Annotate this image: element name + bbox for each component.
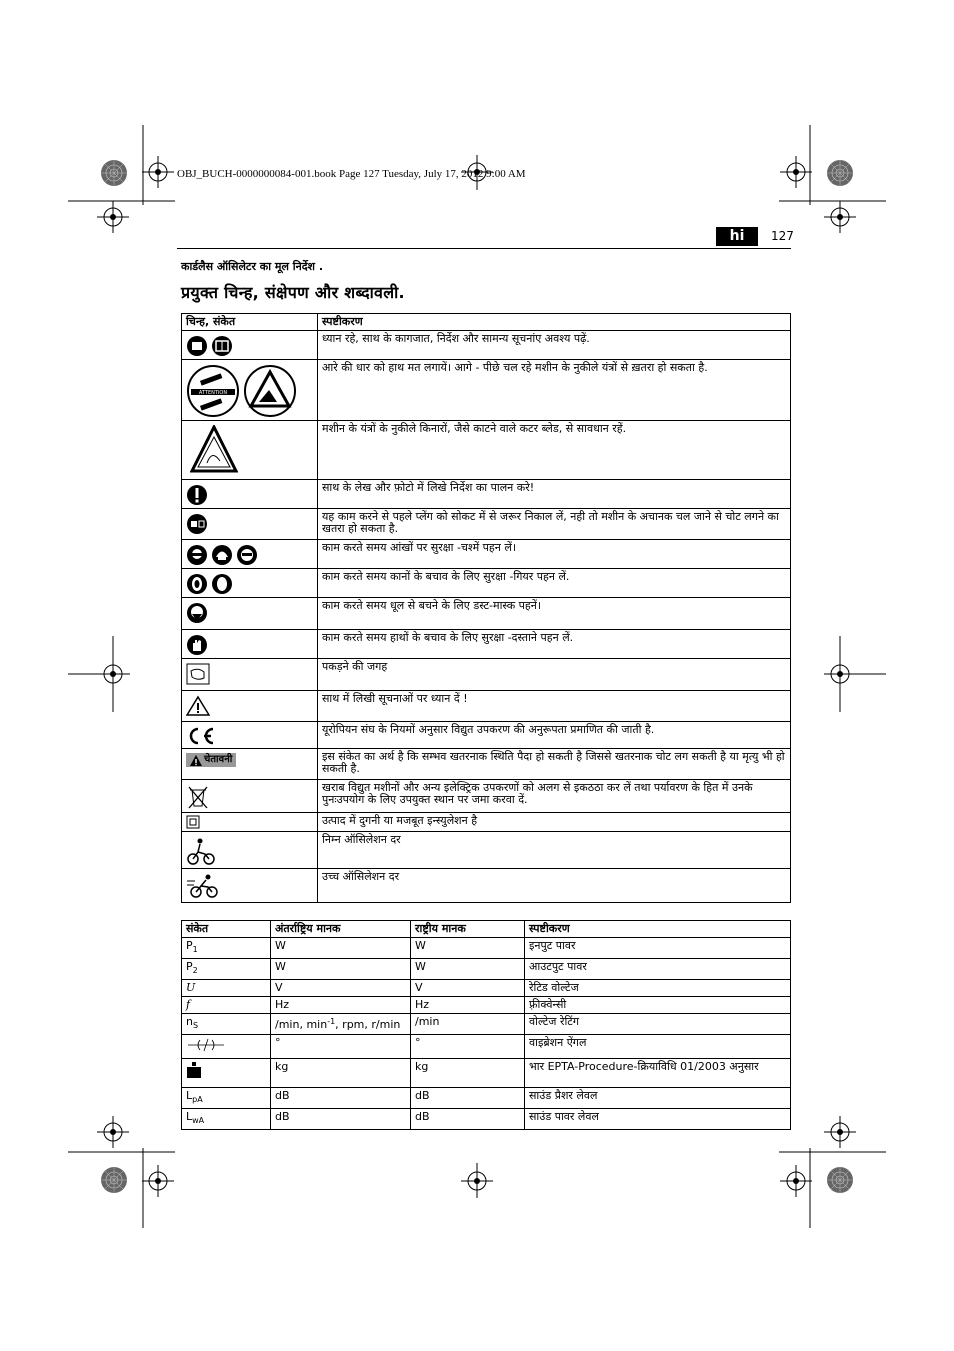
- desc-cell: साउंड प्रैशर लेवल: [525, 1088, 791, 1109]
- table-row: [182, 780, 791, 813]
- table-row: [182, 630, 791, 659]
- row-text: मशीन के यंत्रों के नुकीले किनारों, जैसे काटने वाले कटर ब्लेड, से सावधान रहें.: [318, 421, 791, 480]
- warning-triangle-icon: [190, 755, 202, 766]
- symbol-cell: f: [182, 997, 271, 1014]
- follow-instructions-icon: [186, 484, 208, 506]
- table-row: [182, 1109, 791, 1130]
- safety-helmet-icon: [211, 544, 233, 566]
- table-row: [182, 480, 791, 509]
- row-text: इस संकेत का अर्थ है कि सम्भव खतरनाक स्थिति पैदा हो सकती है जिससे खतरनाक चोट लग सकती है या मृत्यु भी हो सकती है.: [318, 749, 791, 780]
- table-row: [182, 1059, 791, 1088]
- gloves-icon: [186, 634, 208, 656]
- blade-attention-icon: [186, 364, 240, 418]
- table-row: [182, 749, 791, 780]
- intl-cell: /min, $\min^{-1}$, rpm, r/min: [271, 1014, 411, 1035]
- hearing-protection-icon: [211, 573, 233, 595]
- header-symbol: संकेत: [182, 921, 271, 938]
- header-international: अंतर्राष्ट्रिय मानक: [271, 921, 411, 938]
- symbol-cell: $n_S$: [182, 1014, 271, 1035]
- header-explanation: स्पष्टीकरण: [525, 921, 791, 938]
- nat-cell: Hz: [411, 997, 525, 1014]
- table-row: [182, 659, 791, 691]
- table-row: [182, 360, 791, 421]
- face-shield-icon: [236, 544, 258, 566]
- table-row: [182, 540, 791, 569]
- desc-cell: भार EPTA-Procedure-क्रियाविधि 01/2003 अनुसार: [525, 1059, 791, 1088]
- nat-cell: W: [411, 959, 525, 980]
- row-text: खराब विद्युत मशीनों और अन्य इलेक्ट्रिक उपकरणों को अलग से इकठठा कर लें तथा पर्यावरण के हित में उनके पुनःउपयोग के लिए उपयुक्त स्थान पर जमा करवा दें.: [318, 780, 791, 813]
- row-text: यूरोपियन संघ के नियमों अनुसार विद्युत उपकरण की अनुरूपता प्रमाणित की जाती है.: [318, 722, 791, 749]
- intl-cell: V: [271, 980, 411, 997]
- symbol-cell: $P_1$: [182, 938, 271, 959]
- cutting-hazard-icon: [243, 364, 297, 418]
- header-national: राष्ट्रीय मानक: [411, 921, 525, 938]
- unplug-icon: [186, 513, 208, 535]
- low-oscillation-icon: [186, 836, 216, 866]
- units-table: [181, 920, 791, 1130]
- row-text: आरे की धार को हाथ मत लगायें। आगे - पीछे चल रहे मशीन के नुकीले यंत्रों से ख़तरा हो सकता है.: [318, 360, 791, 421]
- table-row: [182, 869, 791, 903]
- table-row: [182, 959, 791, 980]
- row-text: साथ के लेख और फ़ोटो में लिखे निर्देश का पालन करे!: [318, 480, 791, 509]
- table-row: [182, 569, 791, 598]
- intl-cell: W: [271, 938, 411, 959]
- doc-subtitle: कार्डलैस ऑसिलेटर का मूल निर्देश .: [181, 260, 324, 273]
- desc-cell: फ़्रीक्वेन्सी: [525, 997, 791, 1014]
- row-text: काम करते समय आंखों पर सुरक्षा -चश्में पहन लें।: [318, 540, 791, 569]
- weee-bin-icon: [186, 784, 210, 810]
- table-row: [182, 691, 791, 722]
- table-row: [182, 1035, 791, 1059]
- symbol-cell: $P_2$: [182, 959, 271, 980]
- table-row: [182, 980, 791, 997]
- language-badge: hi: [716, 227, 758, 246]
- warning-label: चेतावनी: [204, 754, 233, 765]
- symbol-cell: $L_{pA}$: [182, 1088, 271, 1109]
- header-symbol: चिन्ह, संकेत: [182, 314, 318, 331]
- table-row: [182, 421, 791, 480]
- doc-title: प्रयुक्त चिन्ह, संक्षेपण और शब्दावली.: [181, 283, 405, 302]
- row-text: काम करते समय धूल से बचने के लिए डस्ट-मास्क पहनें।: [318, 598, 791, 630]
- sharp-edge-warning-icon: [190, 425, 238, 475]
- warning-badge: [186, 753, 236, 767]
- desc-cell: इनपुट पावर: [525, 938, 791, 959]
- table-row: [182, 938, 791, 959]
- intl-cell: W: [271, 959, 411, 980]
- row-text: ध्यान रहे, साथ के कागजात, निर्देश और सामन्य सूचनांए अवश्य पढ़ें.: [318, 331, 791, 360]
- book-icon: [211, 335, 233, 357]
- intl-cell: dB: [271, 1109, 411, 1130]
- nat-cell: dB: [411, 1088, 525, 1109]
- vibration-angle-icon: [186, 1037, 226, 1053]
- table-header-row: [182, 921, 791, 938]
- dust-mask-icon: [186, 602, 208, 624]
- read-manual-icon: [186, 335, 208, 357]
- row-text: साथ में लिखी सूचनाओं पर ध्यान दें !: [318, 691, 791, 722]
- ce-mark-icon: [186, 726, 216, 746]
- header-rule: [177, 248, 791, 249]
- double-insulation-icon: [186, 815, 200, 829]
- intl-cell: °: [271, 1035, 411, 1059]
- row-text: उच्च ऑसिलेशन दर: [318, 869, 791, 903]
- caution-triangle-icon: [186, 695, 210, 717]
- ear-protection-icon: [186, 573, 208, 595]
- table-header-row: [182, 314, 791, 331]
- nat-cell: dB: [411, 1109, 525, 1130]
- table-row: [182, 832, 791, 869]
- page-number: 127: [771, 229, 794, 243]
- desc-cell: रेटिड वोल्टेज: [525, 980, 791, 997]
- svg-text:ATTENTION: ATTENTION: [198, 390, 228, 396]
- intl-cell: dB: [271, 1088, 411, 1109]
- table-row: [182, 1014, 791, 1035]
- nat-cell: °: [411, 1035, 525, 1059]
- safety-goggles-icon: [186, 544, 208, 566]
- table-row: [182, 722, 791, 749]
- nat-cell: kg: [411, 1059, 525, 1088]
- row-text: यह काम करने से पहले प्लेंग को सोकट में से जरूर निकाल लें, नही तो मशीन के अचानक चल जाने से चोट लगने का खतरा हो सकता है.: [318, 509, 791, 540]
- table-row: [182, 997, 791, 1014]
- symbol-cell: [182, 1059, 271, 1088]
- table-row: [182, 509, 791, 540]
- file-header: OBJ_BUCH-0000000084-001.book Page 127 Tuesday, July 17, 2012 9:00 AM: [177, 168, 526, 180]
- row-text: काम करते समय कानों के बचाव के लिए सुरक्षा -गियर पहन लें.: [318, 569, 791, 598]
- table-row: [182, 331, 791, 360]
- header-explanation: स्पष्टीकरण: [318, 314, 791, 331]
- row-text: उत्पाद में दुगनी या मजबूत इन्स्युलेशन है: [318, 813, 791, 832]
- high-oscillation-icon: [186, 873, 220, 899]
- nat-cell: W: [411, 938, 525, 959]
- intl-cell: kg: [271, 1059, 411, 1088]
- nat-cell: /min: [411, 1014, 525, 1035]
- table-row: [182, 1088, 791, 1109]
- row-text: पकड़ने की जगह: [318, 659, 791, 691]
- table-row: [182, 813, 791, 832]
- nat-cell: V: [411, 980, 525, 997]
- table-row: [182, 598, 791, 630]
- grip-area-icon: [186, 663, 210, 685]
- desc-cell: वाइब्रेशन ऐंगल: [525, 1035, 791, 1059]
- symbols-table: [181, 313, 791, 903]
- symbol-cell: U: [182, 980, 271, 997]
- desc-cell: साउंड पावर लेवल: [525, 1109, 791, 1130]
- weight-icon: [186, 1061, 202, 1079]
- desc-cell: आउटपुट पावर: [525, 959, 791, 980]
- intl-cell: Hz: [271, 997, 411, 1014]
- symbol-cell: [182, 1035, 271, 1059]
- desc-cell: वोल्टेज रेटिंग: [525, 1014, 791, 1035]
- row-text: निम्न ऑसिलेशन दर: [318, 832, 791, 869]
- symbol-cell: $L_{wA}$: [182, 1109, 271, 1130]
- row-text: काम करते समय हाथों के बचाव के लिए सुरक्षा -दस्ताने पहन लें.: [318, 630, 791, 659]
